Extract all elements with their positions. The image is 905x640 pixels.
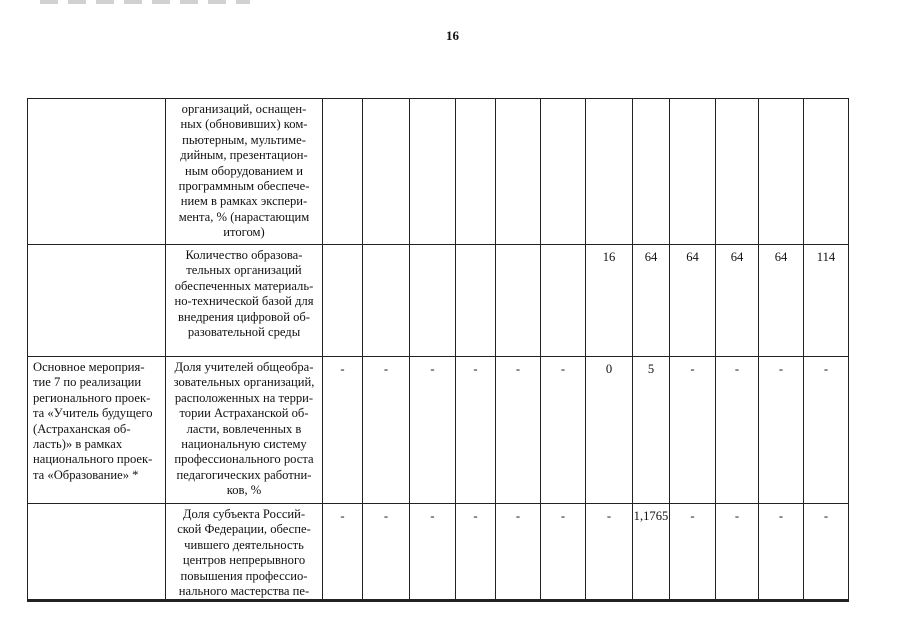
- value-cell: -: [456, 357, 496, 504]
- value-cell: [804, 99, 849, 245]
- indicator-cell: Количество образова- тельных организаций обеспеченных материаль- но-технической базой для внедрения цифровой об- разовательной среды: [166, 245, 323, 357]
- value-cell: -: [410, 504, 456, 600]
- indicator-cell: Доля субъекта Россий- ской Федерации, обеспе- чившего деятельность центров непрерывного повышения профессио- нального мастерства пе-: [166, 504, 323, 600]
- indicator-cell: организаций, оснащен- ных (обновивших) ком- пьютерным, мультиме- дийным, презентацион- ным оборудованием и программным обеспече- нием в рамках экспери- мента, % (нарастающим итогом): [166, 99, 323, 245]
- value-cell: [541, 99, 586, 245]
- indicator-cell: Доля учителей общеобра- зовательных организаций, расположенных на терри- тории Астраханской об- ласти, вовлеченных в национальную систему профессионального роста педагогических работни- ков, %: [166, 357, 323, 504]
- event-cell: [28, 504, 166, 600]
- value-cell: -: [323, 504, 363, 600]
- value-cell: [456, 245, 496, 357]
- page-number: 16: [446, 28, 459, 43]
- value-cell: [633, 99, 670, 245]
- value-cell: -: [456, 504, 496, 600]
- value-cell: 5: [633, 357, 670, 504]
- value-cell: -: [363, 357, 410, 504]
- value-cell: -: [670, 357, 716, 504]
- value-cell: -: [541, 357, 586, 504]
- value-cell: -: [496, 357, 541, 504]
- value-cell: -: [363, 504, 410, 600]
- value-cell: [363, 99, 410, 245]
- value-cell: 16: [586, 245, 633, 357]
- value-cell: 114: [804, 245, 849, 357]
- value-cell: -: [759, 357, 804, 504]
- value-cell: [410, 99, 456, 245]
- value-cell: [586, 99, 633, 245]
- value-cell: 64: [633, 245, 670, 357]
- event-cell: Основное мероприя- тие 7 по реализации регионального проек- та «Учитель будущего (Астраханская об- ласть)» в рамках национального проек- та «Образование» *: [28, 357, 166, 504]
- value-cell: -: [716, 504, 759, 600]
- value-cell: 0: [586, 357, 633, 504]
- value-cell: [759, 99, 804, 245]
- table-bottom-edge: [27, 600, 849, 602]
- value-cell: [363, 245, 410, 357]
- value-cell: [670, 99, 716, 245]
- value-cell: -: [716, 357, 759, 504]
- table-row: [28, 99, 849, 245]
- value-cell: [541, 245, 586, 357]
- value-cell: [716, 99, 759, 245]
- value-cell: -: [804, 504, 849, 600]
- value-cell: 64: [670, 245, 716, 357]
- value-cell: [410, 245, 456, 357]
- table-row: [28, 504, 849, 600]
- value-cell: -: [496, 504, 541, 600]
- value-cell: 64: [716, 245, 759, 357]
- value-cell: [323, 245, 363, 357]
- value-cell: -: [541, 504, 586, 600]
- table-row: [28, 357, 849, 504]
- value-cell: -: [759, 504, 804, 600]
- value-cell: 1,1765: [633, 504, 670, 600]
- value-cell: [496, 245, 541, 357]
- event-cell: [28, 99, 166, 245]
- value-cell: -: [670, 504, 716, 600]
- indicator-table: [27, 98, 849, 600]
- table-row: [28, 245, 849, 357]
- value-cell: [456, 99, 496, 245]
- event-cell: [28, 245, 166, 357]
- value-cell: [496, 99, 541, 245]
- value-cell: -: [323, 357, 363, 504]
- value-cell: [323, 99, 363, 245]
- value-cell: -: [804, 357, 849, 504]
- value-cell: -: [410, 357, 456, 504]
- value-cell: -: [586, 504, 633, 600]
- value-cell: 64: [759, 245, 804, 357]
- scan-artifact: [40, 0, 250, 4]
